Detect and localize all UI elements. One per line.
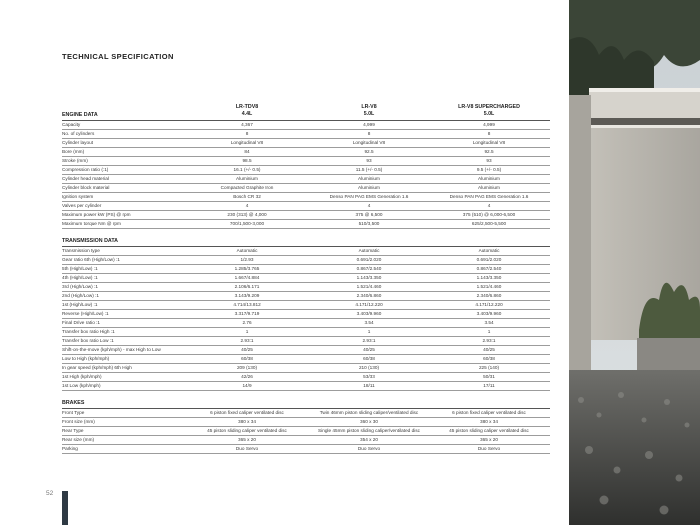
spec-value: 84 xyxy=(184,148,310,157)
spec-value: Aluminium xyxy=(184,175,310,184)
spec-value: Automatic xyxy=(310,247,428,256)
column-header-model: LR-V8 SUPERCHARGED xyxy=(458,104,520,110)
spec-value: 4,999 xyxy=(428,121,550,130)
spec-label: Ignition system xyxy=(62,193,184,202)
table-row xyxy=(62,301,550,310)
spec-value: 209 (130) xyxy=(184,364,310,373)
spec-value: 4 xyxy=(428,202,550,211)
spec-label: Maximum torque Nm @ rpm xyxy=(62,220,184,229)
spec-value: 0.867/2.540 xyxy=(310,265,428,274)
spec-label: Compression ratio (:1) xyxy=(62,166,184,175)
table-row xyxy=(62,319,550,328)
spec-label: Gear ratio 6th (High/Low) :1 xyxy=(62,256,184,265)
spec-value: 3.54 xyxy=(310,319,428,328)
engine-data-table xyxy=(62,120,550,229)
spec-value: Single 45mm piston sliding caliper/ventilated disc xyxy=(310,427,428,436)
spec-value: 1.285/3.765 xyxy=(184,265,310,274)
spec-value: 17/11 xyxy=(428,382,550,391)
spec-label: Cylinder head material xyxy=(62,175,184,184)
column-header-displacement: 4.4L xyxy=(241,110,253,117)
table-row xyxy=(62,292,550,301)
spec-value: Aluminium xyxy=(310,175,428,184)
spec-value: Duo Servo xyxy=(310,445,428,454)
spec-label: No. of cylinders xyxy=(62,130,184,139)
spec-value: 380 x 34 xyxy=(428,418,550,427)
spec-value: Denso PAN PAG EMS Generation 1.6 xyxy=(310,193,428,202)
spec-value: 1.143/3.350 xyxy=(428,274,550,283)
spec-value: Aluminium xyxy=(428,184,550,193)
table-row xyxy=(62,256,550,265)
spec-value: 225 (140) xyxy=(428,364,550,373)
spec-value: Automatic xyxy=(184,247,310,256)
spec-value: 2.93:1 xyxy=(184,337,310,346)
table-row xyxy=(62,382,550,391)
spec-value: 0.867/2.540 xyxy=(428,265,550,274)
spec-label: Parking xyxy=(62,445,184,454)
spec-value: 3.317/9.719 xyxy=(184,310,310,319)
spec-label: Rear Type xyxy=(62,427,184,436)
spec-label: Bore (mm) xyxy=(62,148,184,157)
spec-label: Valves per cylinder xyxy=(62,202,184,211)
spec-value: 60/38 xyxy=(310,355,428,364)
table-row xyxy=(62,211,550,220)
spec-value: 3.54 xyxy=(428,319,550,328)
spec-value: 40/25 xyxy=(184,346,310,355)
column-header-row xyxy=(62,104,550,120)
spec-value: Longitudinal V8 xyxy=(428,139,550,148)
spec-value: 60/38 xyxy=(184,355,310,364)
spec-value: Automatic xyxy=(428,247,550,256)
page-number: 52 xyxy=(46,490,54,497)
spec-value: 1.521/4.460 xyxy=(428,283,550,292)
spec-value: 510/3,500 xyxy=(310,220,428,229)
spec-value: 1/2.93 xyxy=(184,256,310,265)
table-row xyxy=(62,409,550,418)
table-row xyxy=(62,427,550,436)
spec-value: 0.691/2.020 xyxy=(310,256,428,265)
spec-value: 40/25 xyxy=(428,346,550,355)
section-title-brakes: BRAKES xyxy=(62,400,85,406)
spec-value: 700/1,500-3,000 xyxy=(184,220,310,229)
spec-label: Capacity xyxy=(62,121,184,130)
spec-value: 42/26 xyxy=(184,373,310,382)
transmission-data-table xyxy=(62,246,550,391)
spec-label: Stroke (mm) xyxy=(62,157,184,166)
table-row xyxy=(62,166,550,175)
spec-value: 625/2,500-5,500 xyxy=(428,220,550,229)
table-row xyxy=(62,436,550,445)
spec-value: Aluminium xyxy=(310,184,428,193)
spec-value: 45 piston sliding caliper ventilated disc xyxy=(184,427,310,436)
spec-label: In gear speed (kph/mph) 6th High xyxy=(62,364,184,373)
spec-value: 4.171/12.220 xyxy=(428,301,550,310)
spec-label: Shift-on-the-move (kph/mph) - max High to Low xyxy=(62,346,184,355)
spec-value: 98.5 xyxy=(184,157,310,166)
spec-value: 1.667/4.884 xyxy=(184,274,310,283)
spec-value: 6 piston fixed caliper ventilated disc xyxy=(428,409,550,418)
table-row xyxy=(62,220,550,229)
spec-value: 2.93:1 xyxy=(428,337,550,346)
table-row xyxy=(62,337,550,346)
spec-value: 92.5 xyxy=(428,148,550,157)
table-row xyxy=(62,346,550,355)
architecture-photo xyxy=(569,0,700,525)
spec-value: Duo Servo xyxy=(428,445,550,454)
table-row xyxy=(62,139,550,148)
table-row xyxy=(62,265,550,274)
spec-value: 4,999 xyxy=(310,121,428,130)
table-row xyxy=(62,364,550,373)
table-row xyxy=(62,418,550,427)
spec-label: Front Type xyxy=(62,409,184,418)
table-row xyxy=(62,247,550,256)
spec-value: 1.521/4.460 xyxy=(310,283,428,292)
spec-value: Longitudinal V8 xyxy=(310,139,428,148)
column-header-v8 xyxy=(310,104,428,117)
spec-label: 4th (High/Low) :1 xyxy=(62,274,184,283)
spec-value: 354 x 20 xyxy=(310,436,428,445)
table-row xyxy=(62,274,550,283)
table-row xyxy=(62,445,550,454)
spec-value: 1 xyxy=(184,328,310,337)
spec-value: Duo Servo xyxy=(184,445,310,454)
spec-value: 1.143/3.350 xyxy=(310,274,428,283)
section-title-transmission: TRANSMISSION DATA xyxy=(62,238,119,244)
spec-label: Cylinder block material xyxy=(62,184,184,193)
architecture-photo-graphic xyxy=(569,0,700,525)
spec-value: 375 @ 6,500 xyxy=(310,211,428,220)
spec-value: 2.340/6.860 xyxy=(428,292,550,301)
column-header-model: LR-TDV8 xyxy=(235,104,259,110)
spec-value: 18/11 xyxy=(310,382,428,391)
spec-value: 50/31 xyxy=(428,373,550,382)
spec-label: Final Drive ratio :1 xyxy=(62,319,184,328)
table-row xyxy=(62,202,550,211)
spec-label: Transfer box ratio High :1 xyxy=(62,328,184,337)
spec-label: Rear size (mm) xyxy=(62,436,184,445)
spec-label: 1st High (kph/mph) xyxy=(62,373,184,382)
spec-label: 2nd (High/Low) :1 xyxy=(62,292,184,301)
spec-value: 3.403/9.960 xyxy=(310,310,428,319)
spec-label: Transmission type xyxy=(62,247,184,256)
spec-value: 14/9 xyxy=(184,382,310,391)
spec-value: Compacted Graphite Iron xyxy=(184,184,310,193)
spec-label: Front size (mm) xyxy=(62,418,184,427)
spec-value: 0.691/2.020 xyxy=(428,256,550,265)
column-header-tdv8 xyxy=(184,104,310,117)
section-title-engine: ENGINE DATA xyxy=(62,112,98,118)
spec-value: Aluminium xyxy=(428,175,550,184)
table-row xyxy=(62,328,550,337)
spec-value: 93 xyxy=(310,157,428,166)
spec-value: 93 xyxy=(428,157,550,166)
spec-value: 6 piston fixed caliper ventilated disc xyxy=(184,409,310,418)
spec-value: Bosch CR 32 xyxy=(184,193,310,202)
spec-label: 1st (High/Low) :1 xyxy=(62,301,184,310)
spec-value: 230 (313) @ 4,000 xyxy=(184,211,310,220)
table-row xyxy=(62,310,550,319)
table-row xyxy=(62,355,550,364)
spec-value: Twin 46mm piston sliding caliper/ventilated disc xyxy=(310,409,428,418)
spec-value: 4.171/12.220 xyxy=(310,301,428,310)
column-header-v8-supercharged xyxy=(428,104,550,117)
table-row xyxy=(62,373,550,382)
spec-value: 8 xyxy=(428,130,550,139)
spec-value: 210 (130) xyxy=(310,364,428,373)
table-row xyxy=(62,148,550,157)
spec-label: Cylinder layout xyxy=(62,139,184,148)
spec-value: 3.403/9.960 xyxy=(428,310,550,319)
spec-label: Reverse (High/Low) :1 xyxy=(62,310,184,319)
spec-value: 11.5 (+/- 0.5) xyxy=(310,166,428,175)
spec-value: 4 xyxy=(310,202,428,211)
table-row xyxy=(62,193,550,202)
spec-value: 45 piston sliding caliper ventilated disc xyxy=(428,427,550,436)
spec-label: 5th (High/Low) :1 xyxy=(62,265,184,274)
column-header-displacement: 5.0L xyxy=(483,110,495,117)
spec-value: 380 x 34 xyxy=(184,418,310,427)
spec-label: Low to High (kph/mph) xyxy=(62,355,184,364)
spec-value: 2.340/6.860 xyxy=(310,292,428,301)
spec-value: Denso PAN PAG EMS Generation 1.6 xyxy=(428,193,550,202)
spec-value: 8 xyxy=(184,130,310,139)
table-row xyxy=(62,184,550,193)
spec-label: 1st Low (kph/mph) xyxy=(62,382,184,391)
spec-value: 2.106/6.171 xyxy=(184,283,310,292)
spec-value: 365 x 20 xyxy=(184,436,310,445)
spec-value: 4 xyxy=(184,202,310,211)
spec-value: 365 x 20 xyxy=(428,436,550,445)
brakes-data-table xyxy=(62,408,550,454)
spec-label: Transfer box ratio Low :1 xyxy=(62,337,184,346)
spec-label: 3rd (High/Low) :1 xyxy=(62,283,184,292)
spec-value: 3.143/9.209 xyxy=(184,292,310,301)
table-row xyxy=(62,157,550,166)
spec-value: 375 (510) @ 6,000-6,500 xyxy=(428,211,550,220)
spec-value: 1 xyxy=(310,328,428,337)
spec-value: Longitudinal V8 xyxy=(184,139,310,148)
spec-value: 40/25 xyxy=(310,346,428,355)
page-title: TECHNICAL SPECIFICATION xyxy=(62,52,174,61)
spec-value: 53/33 xyxy=(310,373,428,382)
spec-label: Maximum power kW (PS) @ rpm xyxy=(62,211,184,220)
spec-value: 2.76 xyxy=(184,319,310,328)
spec-value: 16.1 (+/- 0.5) xyxy=(184,166,310,175)
spec-value: 9.5 (+/- 0.5) xyxy=(428,166,550,175)
spec-value: 60/38 xyxy=(428,355,550,364)
table-row xyxy=(62,130,550,139)
table-row xyxy=(62,175,550,184)
spec-value: 4.714/13.812 xyxy=(184,301,310,310)
spec-value: 360 x 30 xyxy=(310,418,428,427)
spec-value: 1 xyxy=(428,328,550,337)
column-header-displacement: 5.0L xyxy=(363,110,375,117)
spec-value: 4,367 xyxy=(184,121,310,130)
page-marker-bar xyxy=(62,491,68,525)
table-row xyxy=(62,283,550,292)
spec-value: 8 xyxy=(310,130,428,139)
spec-value: 92.5 xyxy=(310,148,428,157)
column-header-model: LR-V8 xyxy=(361,104,377,110)
table-row xyxy=(62,121,550,130)
spec-value: 2.93:1 xyxy=(310,337,428,346)
